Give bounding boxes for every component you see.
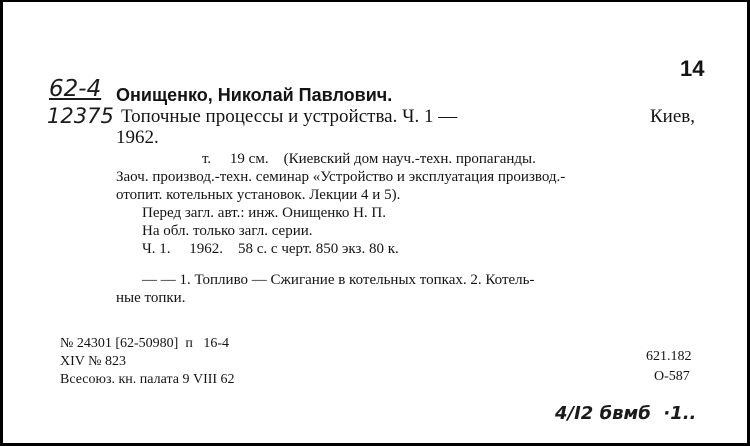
publication-year: 1962.	[116, 127, 159, 148]
record-number: № 24301 [62-50980] п 16-4	[60, 336, 229, 351]
book-chamber-stamp: Всесоюз. кн. палата 9 VIII 62	[60, 372, 235, 387]
card-border-left	[0, 0, 3, 446]
description-line-1: т. 19 см. (Киевский дом науч.-техн. пропаганды.	[202, 151, 536, 167]
classmark: О-587	[654, 369, 690, 384]
title-line: Топочные процессы и устройства. Ч. 1 —	[121, 106, 458, 127]
note-author: Перед загл. авт.: инж. Онищенко Н. П.	[142, 205, 386, 221]
publication-place: Киев,	[650, 106, 695, 127]
card-number: 14	[680, 56, 705, 81]
series-number: XIV № 823	[60, 354, 126, 369]
shelfmark: 62-4	[49, 76, 102, 102]
volume-line: Ч. 1. 1962. 58 с. с черт. 850 экз. 80 к.	[142, 241, 399, 257]
card-border-top	[0, 0, 750, 2]
note-cover: На обл. только загл. серии.	[142, 223, 313, 239]
udc-code: 621.182	[646, 349, 692, 364]
subjects-line-2: ные топки.	[116, 290, 186, 306]
inventory-number: 12375	[47, 104, 114, 128]
description-line-3: отопит. котельных установок. Лекции 4 и 5).	[116, 187, 401, 203]
description-line-2: Заоч. производ.-техн. семинар «Устройство и эксплуатация производ.-	[116, 169, 566, 185]
author-heading: Онищенко, Николай Павлович.	[116, 85, 393, 105]
subjects-line-1: — — 1. Топливо — Сжигание в котельных топках. 2. Котель-	[142, 272, 535, 288]
handwritten-note: 4/I2 бвмб ·1..	[555, 403, 697, 424]
